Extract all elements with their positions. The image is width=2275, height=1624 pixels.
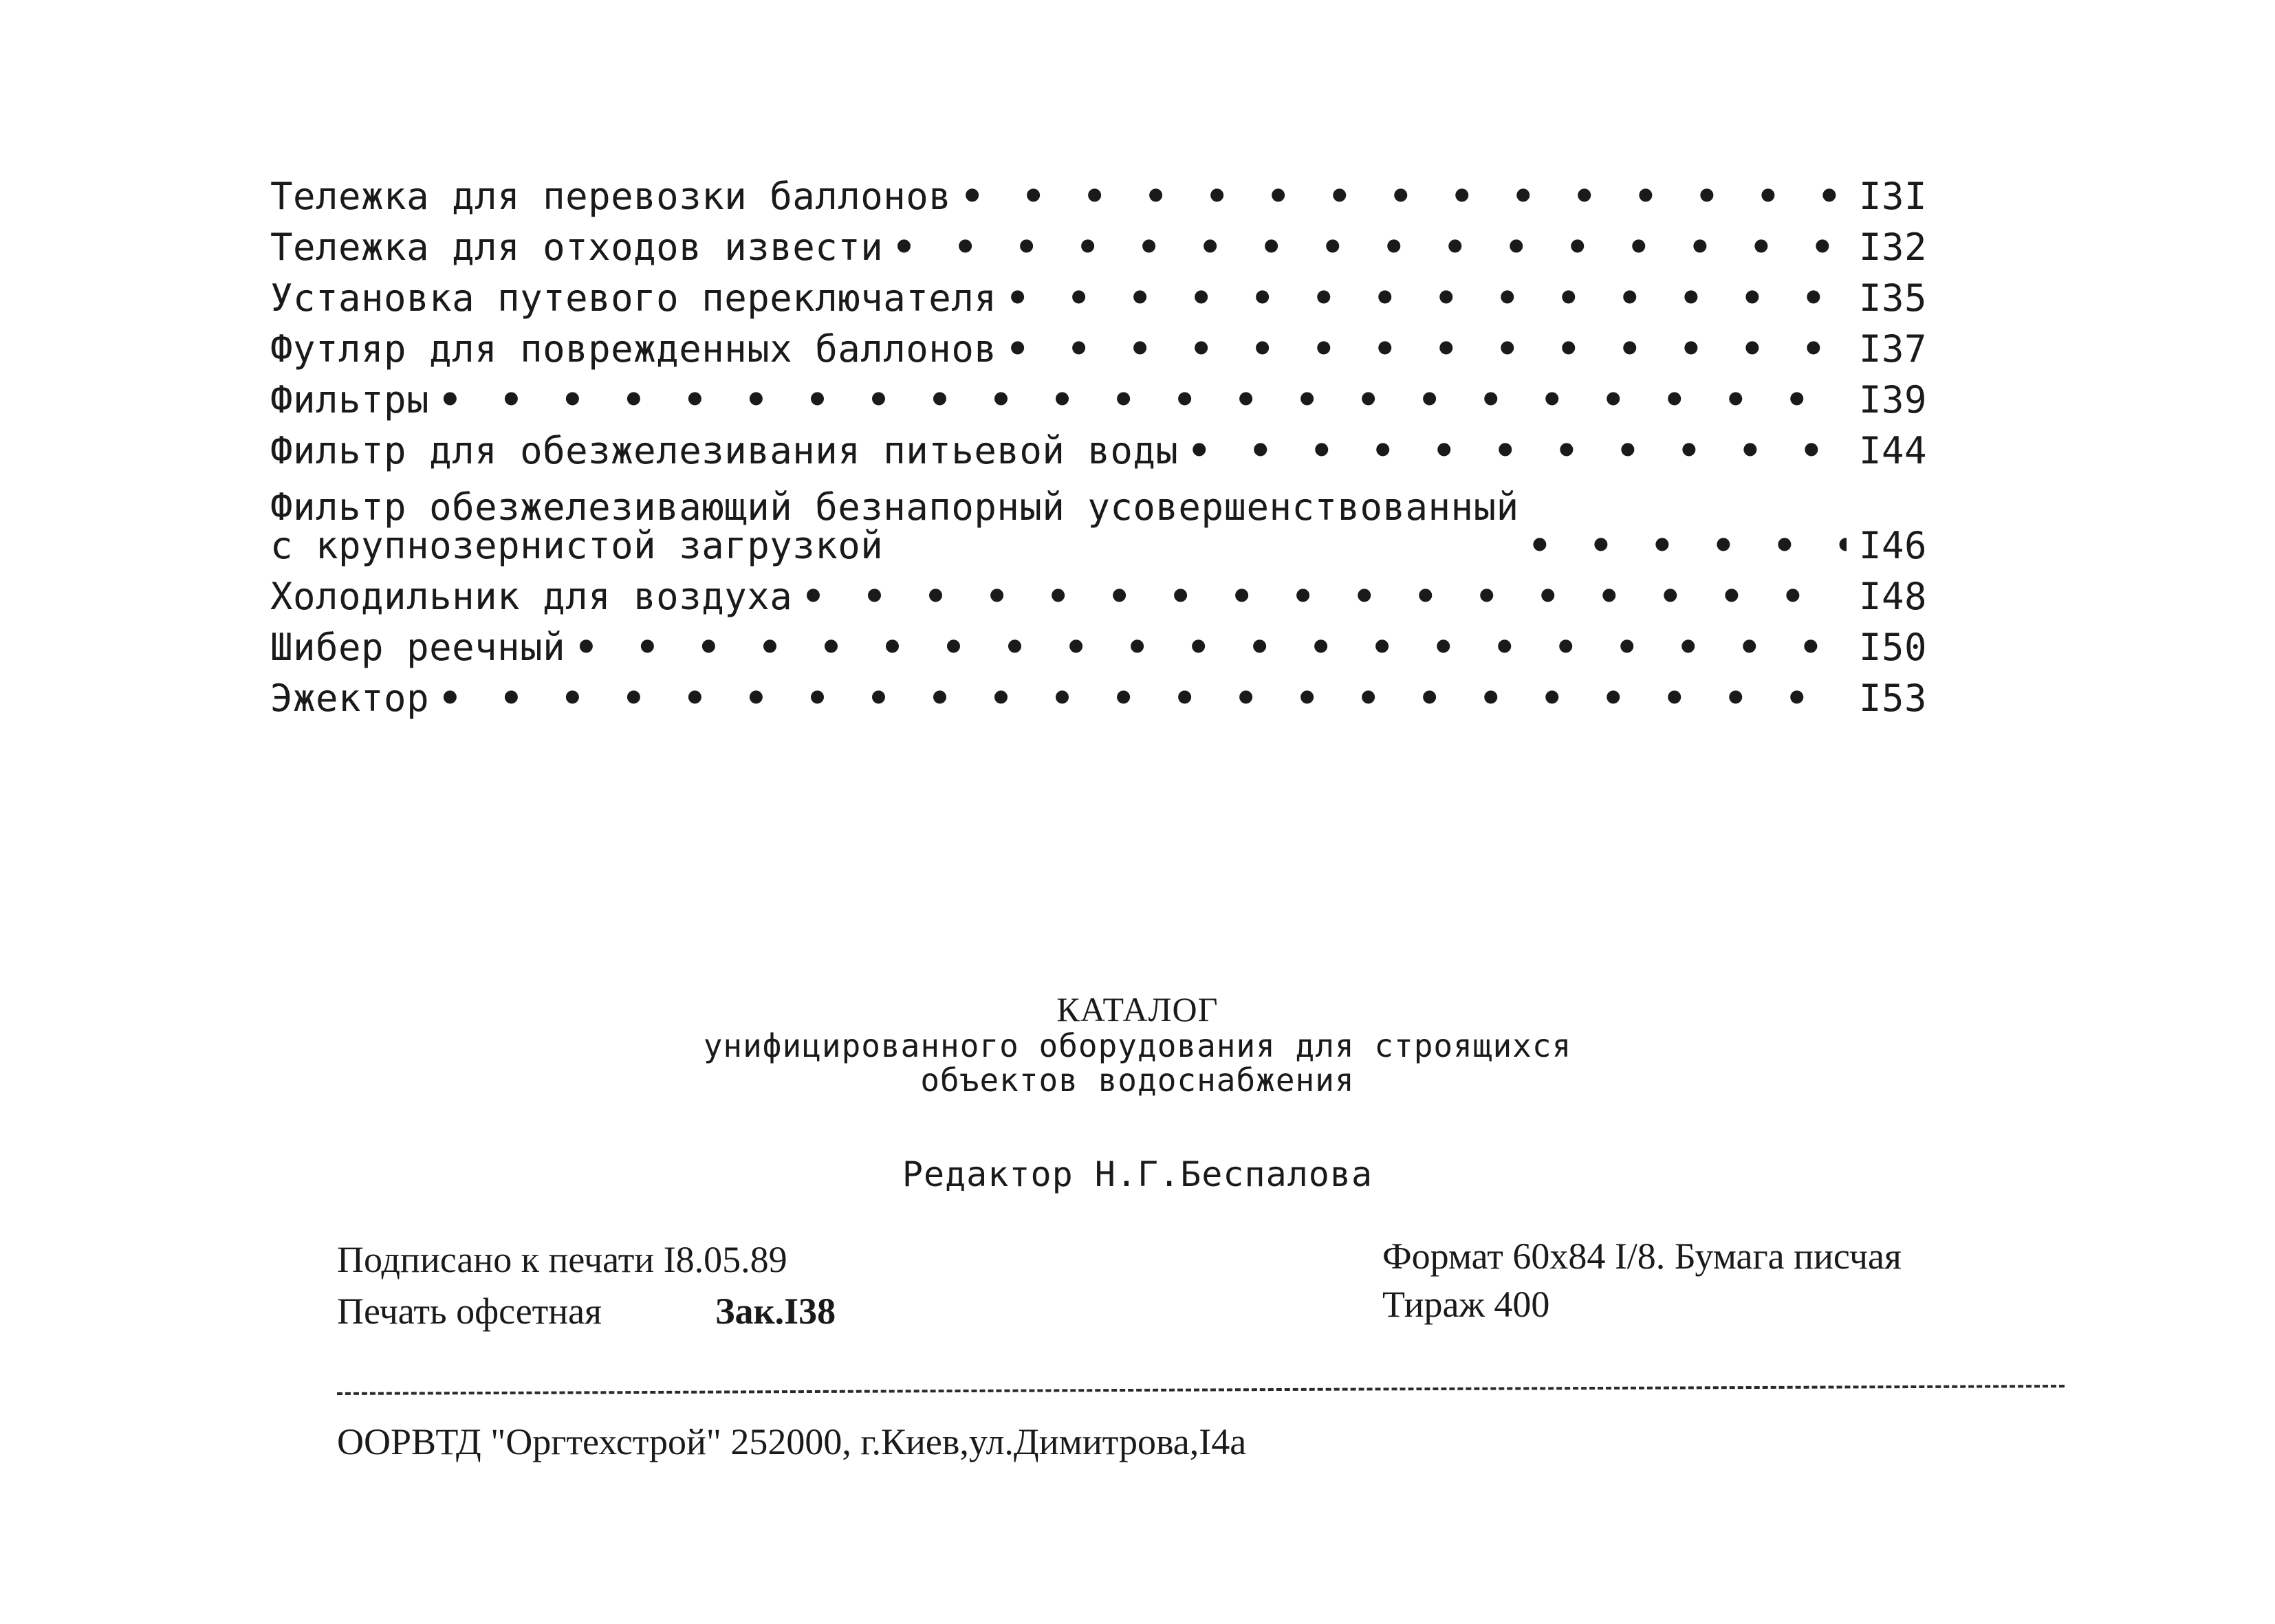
toc-entry (270, 369, 1935, 419)
divider-line (337, 1385, 2065, 1395)
toc-entry-page: I50 (1859, 626, 1928, 669)
print-run: Тираж 400 (1382, 1284, 1550, 1325)
toc-dot-leader (1006, 279, 1847, 318)
publisher-address: ООРВТД "Оргтехстрой" 252000, г.Киев,ул.Димитрова,I4а (337, 1421, 1247, 1462)
toc-entry-title: Тележка для перевозки баллонов (270, 175, 952, 218)
toc-entry (270, 667, 1935, 718)
toc-entry-title: Шибер реечный (270, 626, 566, 669)
toc-entry-page: I44 (1859, 429, 1928, 472)
printing-method: Печать офсетная (337, 1291, 602, 1332)
toc-dot-leader (575, 628, 1847, 667)
toc-dot-leader (961, 177, 1847, 216)
toc-entry-page: I53 (1859, 677, 1928, 720)
toc-dot-leader (1188, 432, 1847, 470)
toc-entry (270, 470, 1935, 565)
toc-entry-title: Футляр для поврежденных баллонов (270, 327, 997, 371)
toc-entry-title: Фильтр обезжелезивающий безнапорный усовершенствованный с крупнозернистой загрузкой (270, 485, 1519, 567)
toc-entry-title: Холодильник для воздуха (270, 575, 793, 618)
toc-entry-title: Тележка для отходов извести (270, 226, 884, 269)
toc-dot-leader (893, 228, 1847, 267)
editor-credit: Редактор Н.Г.Беспалова (902, 1154, 1373, 1194)
toc-entry (270, 419, 1935, 470)
toc-dot-leader (1006, 330, 1847, 369)
toc-entry-page: I46 (1859, 524, 1928, 567)
toc-dot-leader (1529, 527, 1847, 565)
toc-entry-title: Фильтр для обезжелезивания питьевой воды (270, 429, 1179, 472)
catalog-subtitle-line-2: объектов водоснабжения (920, 1062, 1355, 1099)
toc-entry (270, 165, 1935, 216)
toc-entry-page: I39 (1859, 378, 1928, 421)
catalog-subtitle-line-1: унифицированного оборудования для строящихся (703, 1027, 1572, 1064)
toc-entry (270, 565, 1935, 616)
toc-entry-title: Фильтры (270, 378, 430, 421)
toc-entry-page: I48 (1859, 575, 1928, 618)
toc-entry (270, 216, 1935, 267)
catalog-title: КАТАЛОГ (1056, 990, 1219, 1029)
toc-entry-title: Установка путевого переключателя (270, 276, 997, 320)
signed-for-print: Подписано к печати I8.05.89 (337, 1239, 787, 1280)
toc-entry-page: I3I (1859, 175, 1928, 218)
toc-dot-leader (802, 578, 1847, 616)
toc-dot-leader (439, 679, 1847, 718)
paper-format: Формат 60х84 I/8. Бумага писчая (1382, 1236, 1902, 1277)
toc-entry (270, 318, 1935, 369)
toc-entry (270, 267, 1935, 318)
toc-entry-page: I32 (1859, 226, 1928, 269)
table-of-contents (270, 165, 1935, 718)
toc-entry-title: Эжектор (270, 677, 430, 720)
toc-entry-page: I37 (1859, 327, 1928, 371)
order-number: Зак.I38 (715, 1291, 836, 1332)
toc-entry-page: I35 (1859, 276, 1928, 320)
toc-entry (270, 616, 1935, 667)
toc-dot-leader (439, 381, 1847, 419)
